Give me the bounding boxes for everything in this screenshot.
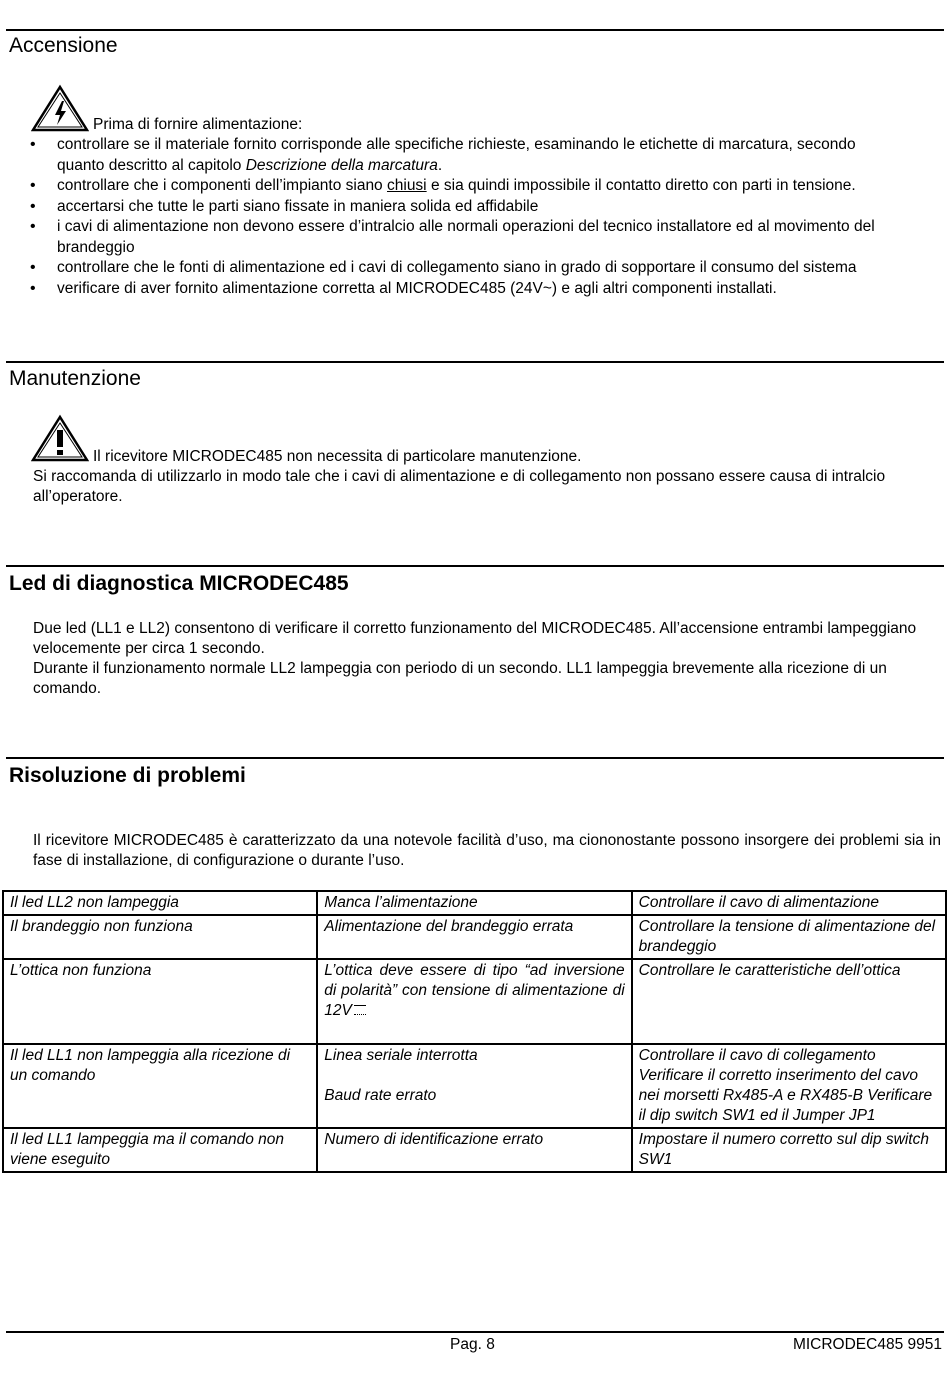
section-rule (6, 29, 944, 31)
table-row (3, 891, 946, 915)
table-row (3, 1044, 946, 1128)
section-rule (6, 361, 944, 363)
action-cell: Controllare il cavo di alimentazione (632, 891, 946, 915)
page-number: Pag. 8 (450, 1336, 495, 1353)
table-row (3, 915, 946, 959)
list-item: • accertarsi che tutte le parti siano fissate in maniera solida ed affidabile (30, 197, 900, 218)
section-rule (6, 757, 944, 759)
section-title-led: Led di diagnostica MICRODEC485 (9, 572, 349, 595)
problem-cell: Il led LL2 non lampeggia (3, 891, 317, 915)
accensione-checklist (30, 135, 900, 299)
list-item: • verificare di aver fornito alimentazione corretta al MICRODEC485 (24V~) e agli altri componenti installati. (30, 279, 900, 300)
accensione-intro: Prima di fornire alimentazione: (93, 116, 303, 133)
list-item: • controllare che le fonti di alimentazione ed i cavi di collegamento siano in grado di sopportare il consumo del sistema (30, 258, 900, 279)
cause-cell: Manca l’alimentazione (317, 891, 631, 915)
problem-cell: Il led LL1 lampeggia ma il comando non viene eseguito (3, 1128, 317, 1172)
warning-exclamation-icon (31, 414, 89, 462)
document-code: MICRODEC485 9951 (792, 1336, 942, 1353)
table-row (3, 959, 946, 1044)
section-title-risoluzione: Risoluzione di problemi (9, 764, 246, 787)
cause-cell: Numero di identificazione errato (317, 1128, 631, 1172)
problem-cell: Il led LL1 non lampeggia alla ricezione di un comando (3, 1044, 317, 1128)
electric-hazard-icon (31, 84, 89, 132)
list-item: • controllare che i componenti dell’impianto siano chiusi e sia quindi impossibile il contatto diretto con parti in tensione. (30, 176, 900, 197)
action-cell: Controllare la tensione di alimentazione del brandeggio (632, 915, 946, 959)
manutenzione-line2: Si raccomanda di utilizzarlo in modo tale che i cavi di alimentazione e di collegamento non possano essere causa di intralcio all’operatore. (33, 468, 886, 505)
section-title-accensione: Accensione (9, 34, 118, 57)
problem-cell: Il brandeggio non funziona (3, 915, 317, 959)
troubleshooting-table (2, 890, 947, 1173)
list-item: • i cavi di alimentazione non devono essere d’intralcio alle normali operazioni del tecnico installatore ed al movimento del brandeggio (30, 217, 900, 258)
cause-line: Baud rate errato (324, 1087, 437, 1104)
problem-cell: L’ottica non funziona (3, 959, 317, 1044)
table-row (3, 1128, 946, 1172)
led-paragraph-2: Durante il funzionamento normale LL2 lampeggia con periodo di un secondo. LL1 lampeggia brevemente alla ricezione di un comando. (33, 660, 887, 697)
action-cell: Controllare le caratteristiche dell’ottica (632, 959, 946, 1044)
list-item: • controllare se il materiale fornito corrisponde alle specifiche richieste, esaminando le etichette di marcatura, secondo quanto descritto al capitolo Descrizione della marcatura. (30, 135, 900, 176)
dc-voltage-symbol (354, 1005, 366, 1015)
cause-cell: Alimentazione del brandeggio errata (317, 915, 631, 959)
led-paragraph-1: Due led (LL1 e LL2) consentono di verificare il corretto funzionamento del MICRODEC485. All’accensione entrambi lampeggiano velocemente per circa 1 secondo. (33, 620, 917, 657)
risoluzione-intro: Il ricevitore MICRODEC485 è caratterizzato da una notevole facilità d’uso, ma ciononostante possono insorgere dei problemi sia in fase di installazione, di configurazione o durante l’uso. (33, 832, 941, 869)
cause-line: Linea seriale interrotta (324, 1047, 478, 1064)
section-rule (6, 565, 944, 567)
action-cell: Impostare il numero corretto sul dip switch SW1 (632, 1128, 946, 1172)
manutenzione-line1: Il ricevitore MICRODEC485 non necessita di particolare manutenzione. (93, 448, 582, 465)
cause-cell: L’ottica deve essere di tipo “ad inversione di polarità” con tensione di alimentazione di 12V (317, 959, 631, 1044)
cause-cell (317, 1044, 631, 1128)
section-title-manutenzione: Manutenzione (9, 367, 141, 390)
footer-rule (6, 1331, 944, 1333)
action-cell: Controllare il cavo di collegamento Verificare il corretto inserimento del cavo nei morsetti Rx485-A e RX485-B Verificare il dip switch SW1 ed il Jumper JP1 (632, 1044, 946, 1128)
